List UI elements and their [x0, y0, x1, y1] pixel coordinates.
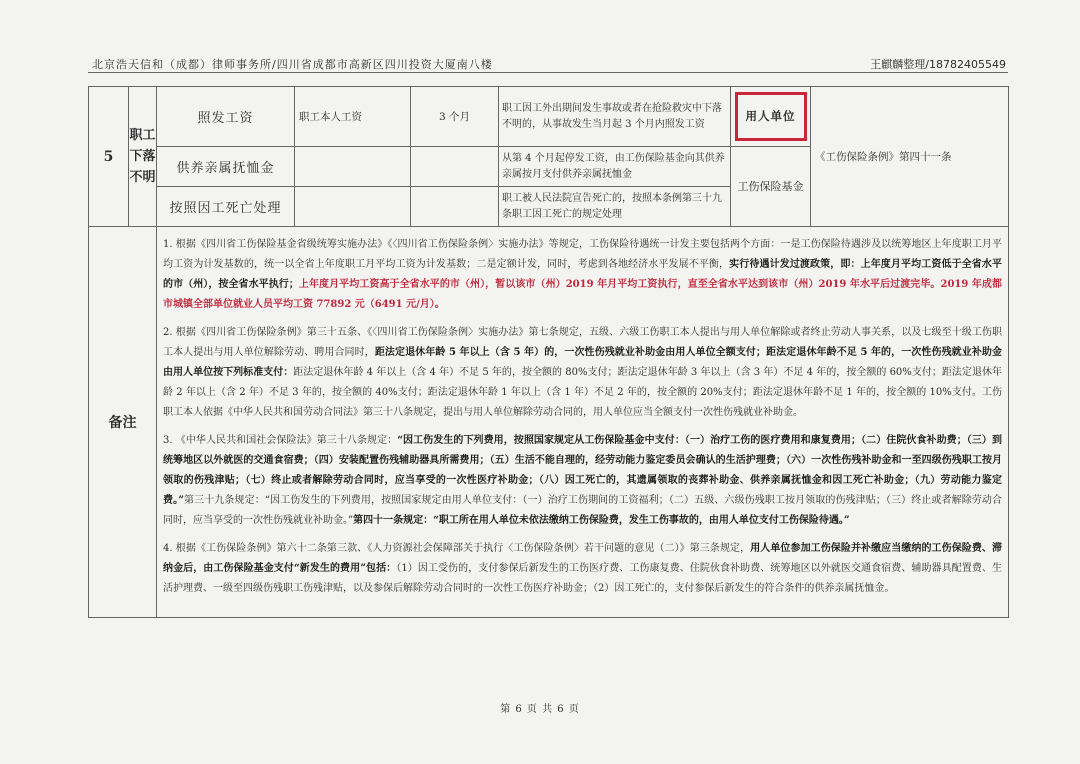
description-cell: 职工因工外出期间发生事故或者在抢险救灾中下落不明的，从事故发生当月起 3 个月内照发工资 — [499, 87, 731, 147]
description-cell: 职工被人民法院宣告死亡的，按照本条例第三十九条职工因工死亡的规定处理 — [499, 187, 731, 227]
duration-cell: 3 个月 — [411, 87, 499, 147]
highlighted-payer-employer: 用人单位 — [735, 92, 807, 141]
payer-cell — [731, 87, 811, 147]
remarks-label: 备注 — [89, 227, 157, 618]
note-4: 4. 根据《工伤保险条例》第六十二条第三款、《人力资源社会保障部关于执行〈工伤保险条例〉若干问题的意见（二）》第三条规定，用人单位参加工伤保险并补缴应当缴纳的工伤保险费、滞纳金后，由工伤保险基金支付“新发生的费用”包括：（1）因工受伤的，支付参保后新发生的工伤医疗费、工伤康复费、住院伙食补助费、统筹地区以外就医交通食宿费、辅助器具配置费、生活护理费、一级至四级伤残职工伤残津贴，以及参保后解除劳动合同时的一次性工伤医疗补助金；（2）因工死亡的，支付参保后新发生的符合条件的供养亲属抚恤金。 — [163, 543, 1002, 594]
remarks-notes — [157, 227, 1009, 618]
item-cell: 供养亲属抚恤金 — [157, 147, 295, 187]
note-3: 3. 《中华人民共和国社会保险法》第三十八条规定：“因工伤发生的下列费用，按照国家规定从工伤保险基金中支付：（一）治疗工伤的医疗费用和康复费用；（二）住院伙食补助费；（三）到统筹地区以外就医的交通食宿费；（四）安装配置伤残辅助器具所需费用；（五）生活不能自理的，经劳动能力鉴定委员会确认的生活护理费；（六）一次性伤残补助金和一至四级伤残职工按月领取的伤残津贴；（七）终止或者解除劳动合同时，应当享受的一次性医疗补助金；（八）因工死亡的，其遗属领取的丧葬补助金、供养亲属抚恤金和因工死亡补助金；（九）劳动能力鉴定费。”第三十九条规定：“因工伤发生的下列费用，按照国家规定由用人单位支付：（一）治疗工伤期间的工资福利；（二）五级、六级伤残职工按月领取的伤残津贴；（三）终止或者解除劳动合同时，应当享受的一次性伤残就业补助金。”第四十一条规定：“职工所在用人单位未依法缴纳工伤保险费，发生工伤事故的，由用人单位支付工伤保险待遇。” — [163, 435, 1002, 526]
note-1: 1. 根据《四川省工伤保险基金省级统筹实施办法》《〈四川省工伤保险条例〉实施办法》等规定，工伤保险待遇统一计发主要包括两个方面：一是工伤保险待遇涉及以统筹地区上年度职工月平均工资为计发基数的，统一以全省上年度职工月平均工资为计发基数；二是定额计发，同时，考虑到各地经济水平发展不平衡，实行待遇计发过渡政策，即：上年度月平均工资低于全省水平的市（州），按全省水平执行；上年度月平均工资高于全省水平的市（州），暂以该市（州）2019 年月平均工资执行，直至全省水平达到该市（州）2019 年水平后过渡完毕。2019 年成都市城镇全部单位就业人员平均工资 77892 元（6491 元/月）。 — [163, 239, 1003, 310]
header-firm-address: 北京浩天信和（成都）律师事务所/四川省成都市高新区四川投资大厦南八楼 — [92, 58, 493, 71]
recipient-cell: 职工本人工资 — [295, 87, 411, 147]
recipient-cell — [295, 187, 411, 227]
note-2: 2. 根据《四川省工伤保险条例》第三十五条、《〈四川省工伤保险条例〉实施办法》第七条规定，五级、六级工伤职工本人提出与用人单位解除或者终止劳动人事关系，以及七级至十级工伤职工本人提出与用人单位解除劳动、聘用合同时，距法定退休年龄 5 年以上（含 5 年）的，一次性伤残就业补助金由用人单位全额支付；距法定退休年龄不足 5 年的，一次性伤残就业补助金由用人单位按下列标准支付：距法定退休年龄 4 年以上（含 4 年）不足 5 年的，按全额的 80%支付；距法定退休年龄 3 年以上（含 3 年）不足 4 年的，按全额的 60%支付；距法定退休年龄 2 年以上（含 2 年）不足 3 年的，按全额的 40%支付；距法定退休年龄 1 年以上（含 1 年）不足 2 年的，按全额的 20%支付；距法定退休年龄不足 1 年的，按全额的 10%支付。工伤职工本人依据《中华人民共和国劳动合同法》第三十八条规定，提出与用人单位解除劳动合同的，用人单位应当全额支付一次性伤残就业补助金。 — [163, 327, 1003, 418]
category-cell: 职工下落不明 — [129, 87, 157, 227]
remarks-row — [89, 227, 1009, 618]
page-number: 第 6 页 共 6 页 — [500, 704, 580, 715]
row-number: 5 — [89, 87, 129, 227]
duration-cell — [411, 187, 499, 227]
header-compiler: 王麒麟整理/18782405549 — [870, 58, 1006, 71]
item-cell: 按照因工死亡处理 — [157, 187, 295, 227]
item-cell: 照发工资 — [157, 87, 295, 147]
recipient-cell — [295, 147, 411, 187]
legal-basis-cell: 《工伤保险条例》第四十一条 — [811, 87, 1009, 227]
payer-cell: 工伤保险基金 — [731, 147, 811, 227]
description-cell: 从第 4 个月起停发工资，由工伤保险基金向其供养亲属按月支付供养亲属抚恤金 — [499, 147, 731, 187]
header-rule — [88, 72, 1008, 73]
table-row — [89, 87, 1009, 147]
benefits-table — [88, 86, 1009, 618]
duration-cell — [411, 147, 499, 187]
